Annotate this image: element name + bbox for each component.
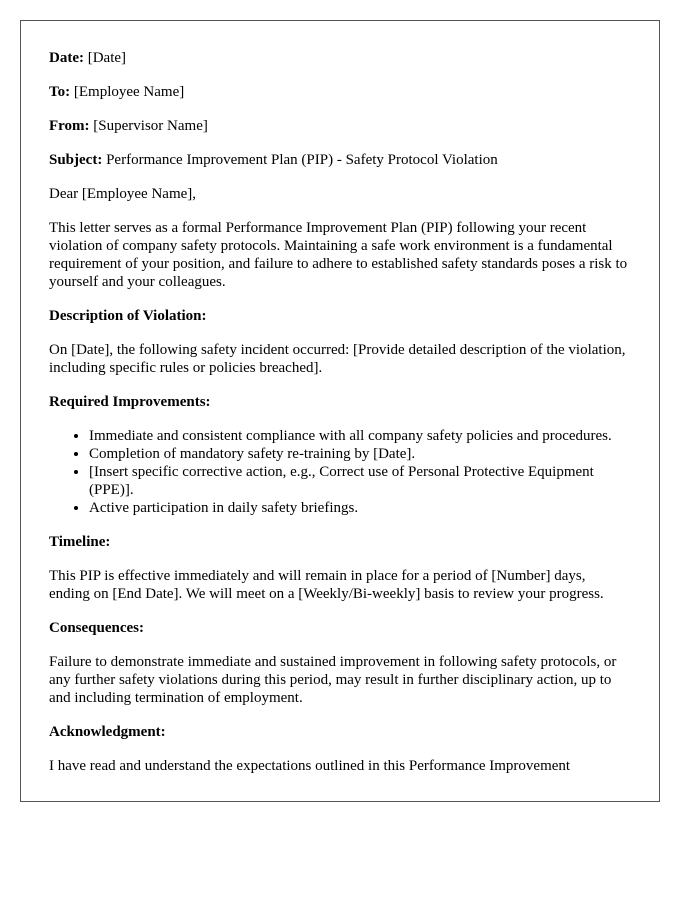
letter-page <box>20 20 660 802</box>
consequences-text: Failure to demonstrate immediate and sustained improvement in following safety protocols, or any further safety violations during this period, may result in further disciplinary action, up to and including termination of employment. <box>49 654 617 706</box>
consequences-heading: Consequences: <box>49 620 145 636</box>
salutation: Dear [Employee Name], <box>49 186 197 202</box>
from-label: From: <box>49 118 90 134</box>
letter-content <box>49 49 629 791</box>
list-item: • Active participation in daily safety briefings. <box>89 499 629 517</box>
date-label: Date: <box>49 50 84 66</box>
list-item: • Immediate and consistent compliance with all company safety policies and procedures. <box>89 427 629 445</box>
violation-heading: Description of Violation: <box>49 308 207 324</box>
improvements-heading: Required Improvements: <box>49 394 211 410</box>
date-value: [Date] <box>87 50 127 66</box>
to-line <box>49 83 629 101</box>
to-label: To: <box>49 84 71 100</box>
list-item: • Completion of mandatory safety re-training by [Date]. <box>89 445 629 463</box>
date-line <box>49 49 629 67</box>
to-value: [Employee Name] <box>73 84 185 100</box>
subject-line <box>49 151 629 169</box>
subject-label: Subject: <box>49 152 103 168</box>
from-value: [Supervisor Name] <box>93 118 208 134</box>
acknowledgment-heading: Acknowledgment: <box>49 724 166 740</box>
from-line <box>49 117 629 135</box>
violation-text: On [Date], the following safety incident occurred: [Provide detailed description of the violation, including specific rules or policies breached]. <box>49 342 626 376</box>
improvements-list <box>49 427 629 517</box>
intro-paragraph: This letter serves as a formal Performance Improvement Plan (PIP) following your recent violation of company safety protocols. Maintaining a safe work environment is a fundamental requirement of your position, and failure to adhere to established safety standards poses a risk to yourself and your colleagues. <box>49 220 628 290</box>
acknowledgment-text: I have read and understand the expectations outlined in this Performance Improvement <box>49 758 571 774</box>
timeline-heading: Timeline: <box>49 534 111 550</box>
timeline-text: This PIP is effective immediately and will remain in place for a period of [Number] days, ending on [End Date]. We will meet on a [Weekly/Bi-weekly] basis to review your progress. <box>49 568 604 602</box>
list-item: • [Insert specific corrective action, e.g., Correct use of Personal Protective Equipment (PPE)]. <box>89 463 629 499</box>
subject-value: Performance Improvement Plan (PIP) - Safety Protocol Violation <box>106 152 498 168</box>
